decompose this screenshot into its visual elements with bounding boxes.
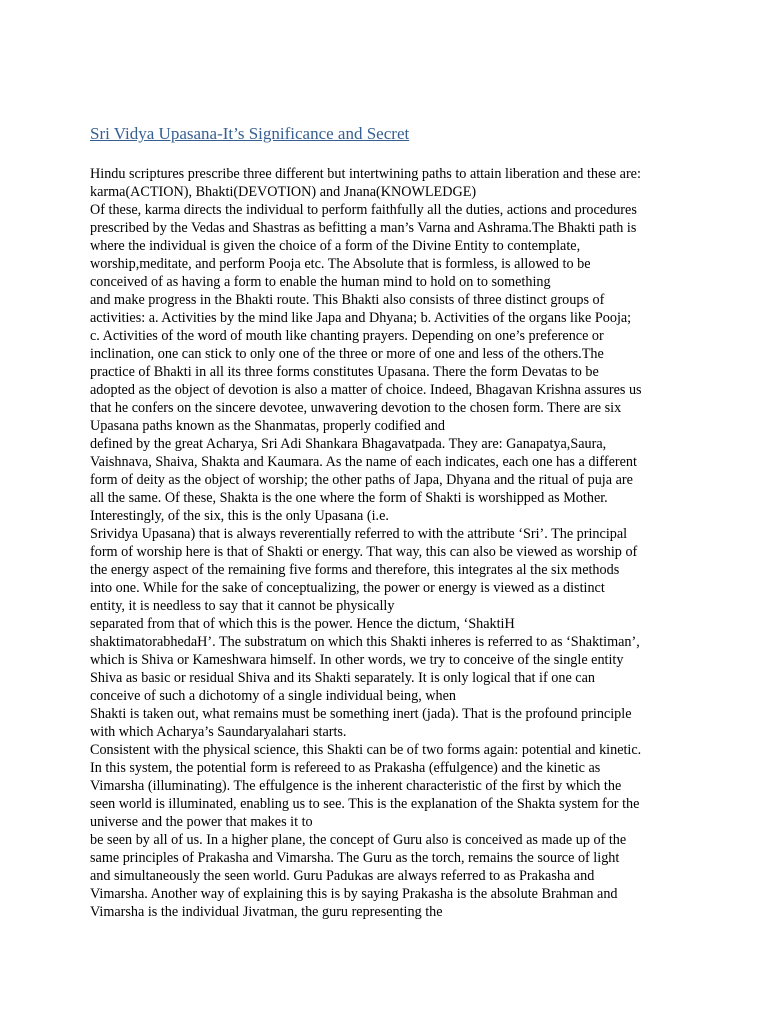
body-line: Vimarsha. Another way of explaining this is by saying Prakasha is the absolute Brahman and bbox=[90, 886, 618, 902]
body-line: c. Activities of the word of mouth like chanting prayers. Depending on one’s preference or bbox=[90, 328, 604, 344]
body-line: defined by the great Acharya, Sri Adi Shankara Bhagavatpada. They are: Ganapatya,Saura, bbox=[90, 436, 607, 452]
body-line: Upasana paths known as the Shanmatas, properly codified and bbox=[90, 418, 445, 434]
body-line: Vimarsha is the individual Jivatman, the guru representing the bbox=[90, 904, 443, 920]
body-line: Consistent with the physical science, this Shakti can be of two forms again: potential and kinetic. bbox=[90, 742, 642, 758]
body-line: Vimarsha (illuminating). The effulgence is the inherent characteristic of the first by which the bbox=[90, 778, 622, 794]
body-line: Srividya Upasana) that is always reverentially referred to with the attribute ‘Sri’. The principal bbox=[90, 526, 628, 542]
body-line: into one. While for the sake of conceptualizing, the power or energy is viewed as a distinct bbox=[90, 580, 605, 596]
body-line: karma(ACTION), Bhakti(DEVOTION) and Jnana(KNOWLEDGE) bbox=[90, 184, 477, 200]
document-body bbox=[90, 165, 690, 921]
body-line: and make progress in the Bhakti route. This Bhakti also consists of three distinct groups of bbox=[90, 292, 605, 308]
body-line: form of worship here is that of Shakti or energy. That way, this can also be viewed as worship of bbox=[90, 544, 638, 560]
body-line: worship,meditate, and perform Pooja etc. The Absolute that is formless, is allowed to be bbox=[90, 256, 591, 272]
body-line: where the individual is given the choice of a form of the Divine Entity to contemplate, bbox=[90, 238, 581, 254]
body-line: Shakti is taken out, what remains must be something inert (jada). That is the profound principle bbox=[90, 706, 632, 722]
body-line: shaktimatorabhedaH’. The substratum on which this Shakti inheres is referred to as ‘Shaktiman’, bbox=[90, 634, 640, 650]
body-line: universe and the power that makes it to bbox=[90, 814, 313, 830]
body-line: activities: a. Activities by the mind like Japa and Dhyana; b. Activities of the organs like Pooja; bbox=[90, 310, 632, 326]
body-line: and simultaneously the seen world. Guru Padukas are always referred to as Prakasha and bbox=[90, 868, 595, 884]
body-line: practice of Bhakti in all its three forms constitutes Upasana. There the form Devatas to be bbox=[90, 364, 599, 380]
body-line: Vaishnava, Shaiva, Shakta and Kaumara. As the name of each indicates, each one has a different bbox=[90, 454, 637, 470]
body-line: entity, it is needless to say that it cannot be physically bbox=[90, 598, 395, 614]
body-line: same principles of Prakasha and Vimarsha. The Guru as the torch, remains the source of light bbox=[90, 850, 620, 866]
body-line: Shiva as basic or residual Shiva and its Shakti separately. It is only logical that if one can bbox=[90, 670, 595, 686]
body-line: all the same. Of these, Shakta is the one where the form of Shakti is worshipped as Mother. bbox=[90, 490, 608, 506]
body-line: seen world is illuminated, enabling us to see. This is the explanation of the Shakta system for the bbox=[90, 796, 640, 812]
body-line: adopted as the object of devotion is also a matter of choice. Indeed, Bhagavan Krishna assures us bbox=[90, 382, 642, 398]
body-line: conceived of as having a form to enable the human mind to hold on to something bbox=[90, 274, 551, 290]
body-line: conceive of such a dichotomy of a single individual being, when bbox=[90, 688, 457, 704]
body-line: form of deity as the object of worship; the other paths of Japa, Dhyana and the ritual of puja are bbox=[90, 472, 633, 488]
body-line: inclination, one can stick to only one of the three or more of one and less of the others.The bbox=[90, 346, 604, 362]
body-line: In this system, the potential form is refereed to as Prakasha (effulgence) and the kinetic as bbox=[90, 760, 601, 776]
body-line: Hindu scriptures prescribe three different but intertwining paths to attain liberation and these are: bbox=[90, 166, 641, 182]
body-line: Of these, karma directs the individual to perform faithfully all the duties, actions and procedures bbox=[90, 202, 637, 218]
body-line: Interestingly, of the six, this is the only Upasana (i.e. bbox=[90, 508, 389, 524]
body-line: which is Shiva or Kameshwara himself. In other words, we try to conceive of the single entity bbox=[90, 652, 624, 668]
body-line: prescribed by the Vedas and Shastras as befitting a man’s Varna and Ashrama.The Bhakti path is bbox=[90, 220, 637, 236]
body-line: separated from that of which this is the power. Hence the dictum, ‘ShaktiH bbox=[90, 616, 515, 632]
document-title: Sri Vidya Upasana-It’s Significance and Secret bbox=[90, 124, 410, 143]
body-line: the energy aspect of the remaining five forms and therefore, this integrates al the six methods bbox=[90, 562, 620, 578]
body-line: that he confers on the sincere devotee, unwavering devotion to the chosen form. There are six bbox=[90, 400, 622, 416]
body-line: with which Acharya’s Saundaryalahari starts. bbox=[90, 724, 347, 740]
body-line: be seen by all of us. In a higher plane, the concept of Guru also is conceived as made up of the bbox=[90, 832, 627, 848]
